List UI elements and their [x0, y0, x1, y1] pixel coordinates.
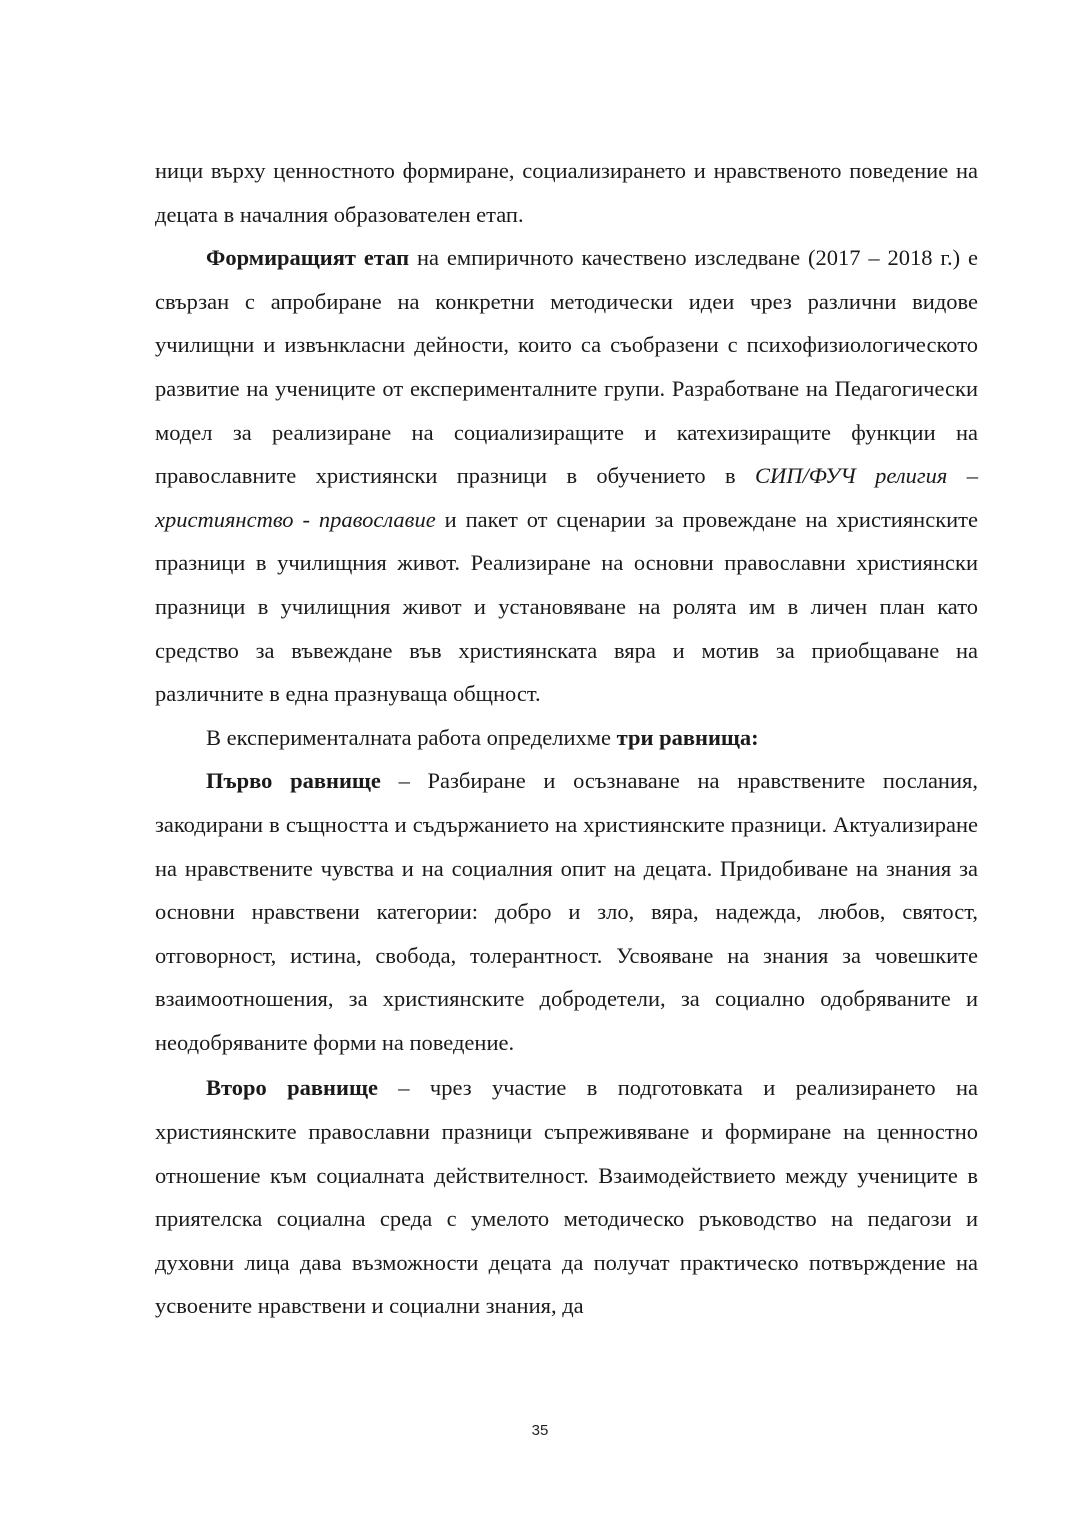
paragraph-formative-stage: Формиращият етап на емпиричното качествено изследване (2017 – 2018 г.) е свързан с апробиране на конкретни методически идеи чрез различни видове училищни и извънкласни дейности, които са съобразени с психофизиологическото развитие на учениците от експерименталните групи. Разработване на Педагогически модел за реализиране на социализиращите и катехизиращите функции на православните християнски празници в обучението в СИП/ФУЧ религия – християнство - православие и пакет от сценарии за провеждане на християнските празници в училищния живот. Реализиране на основни православни християнски празници в училищния живот и установяване на ролята им в личен план като средство за въвеждане във християнската вяра и мотив за приобщаване на различните в една празнуваща общност. [155, 245, 978, 707]
page-number: 35 [531, 1422, 549, 1439]
term-second-level: Второ равнище [206, 1075, 378, 1101]
term-first-level: Първо равнище [206, 768, 381, 794]
course-name: СИП/ФУЧ религия – християнство - православие [155, 463, 978, 532]
body-text [155, 149, 978, 1328]
paragraph-three-levels: В експерименталната работа определихме три равнища: [206, 724, 759, 750]
paragraph-second-level: Второ равнище – чрез участие в подготовката и реализирането на християнските православни празници съпреживяване и формиране на ценностно отношение към социалната действителност. Взаимодействието между учениците в приятелска социална среда с умелото методическо ръководство на педагози и духовни лица дава възможности децата да получат практическо потвърждение на усвоените нравствени и социални знания, да [155, 1075, 978, 1319]
term-three-levels: три равнища: [616, 724, 759, 750]
term-formative-stage: Формиращият етап [206, 245, 410, 271]
paragraph-first-level: Първо равнище – Разбиране и осъзнаване на нравствените послания, закодирани в същността и съдържанието на християнските празници. Актуализиране на нравствените чувства и на социалния опит на децата. Придобиване на знания за основни нравствени категории: добро и зло, вяра, надежда, любов, святост, отговорност, истина, свобода, толерантност. Усвояване на знания за човешките взаимоотношения, за християнските добродетели, за социално одобряваните и неодобряваните форми на поведение. [155, 768, 978, 1055]
paragraph-continuation: ници върху ценностното формиране, социализирането и нравственото поведение на децата в началния образователен етап. [155, 158, 978, 227]
